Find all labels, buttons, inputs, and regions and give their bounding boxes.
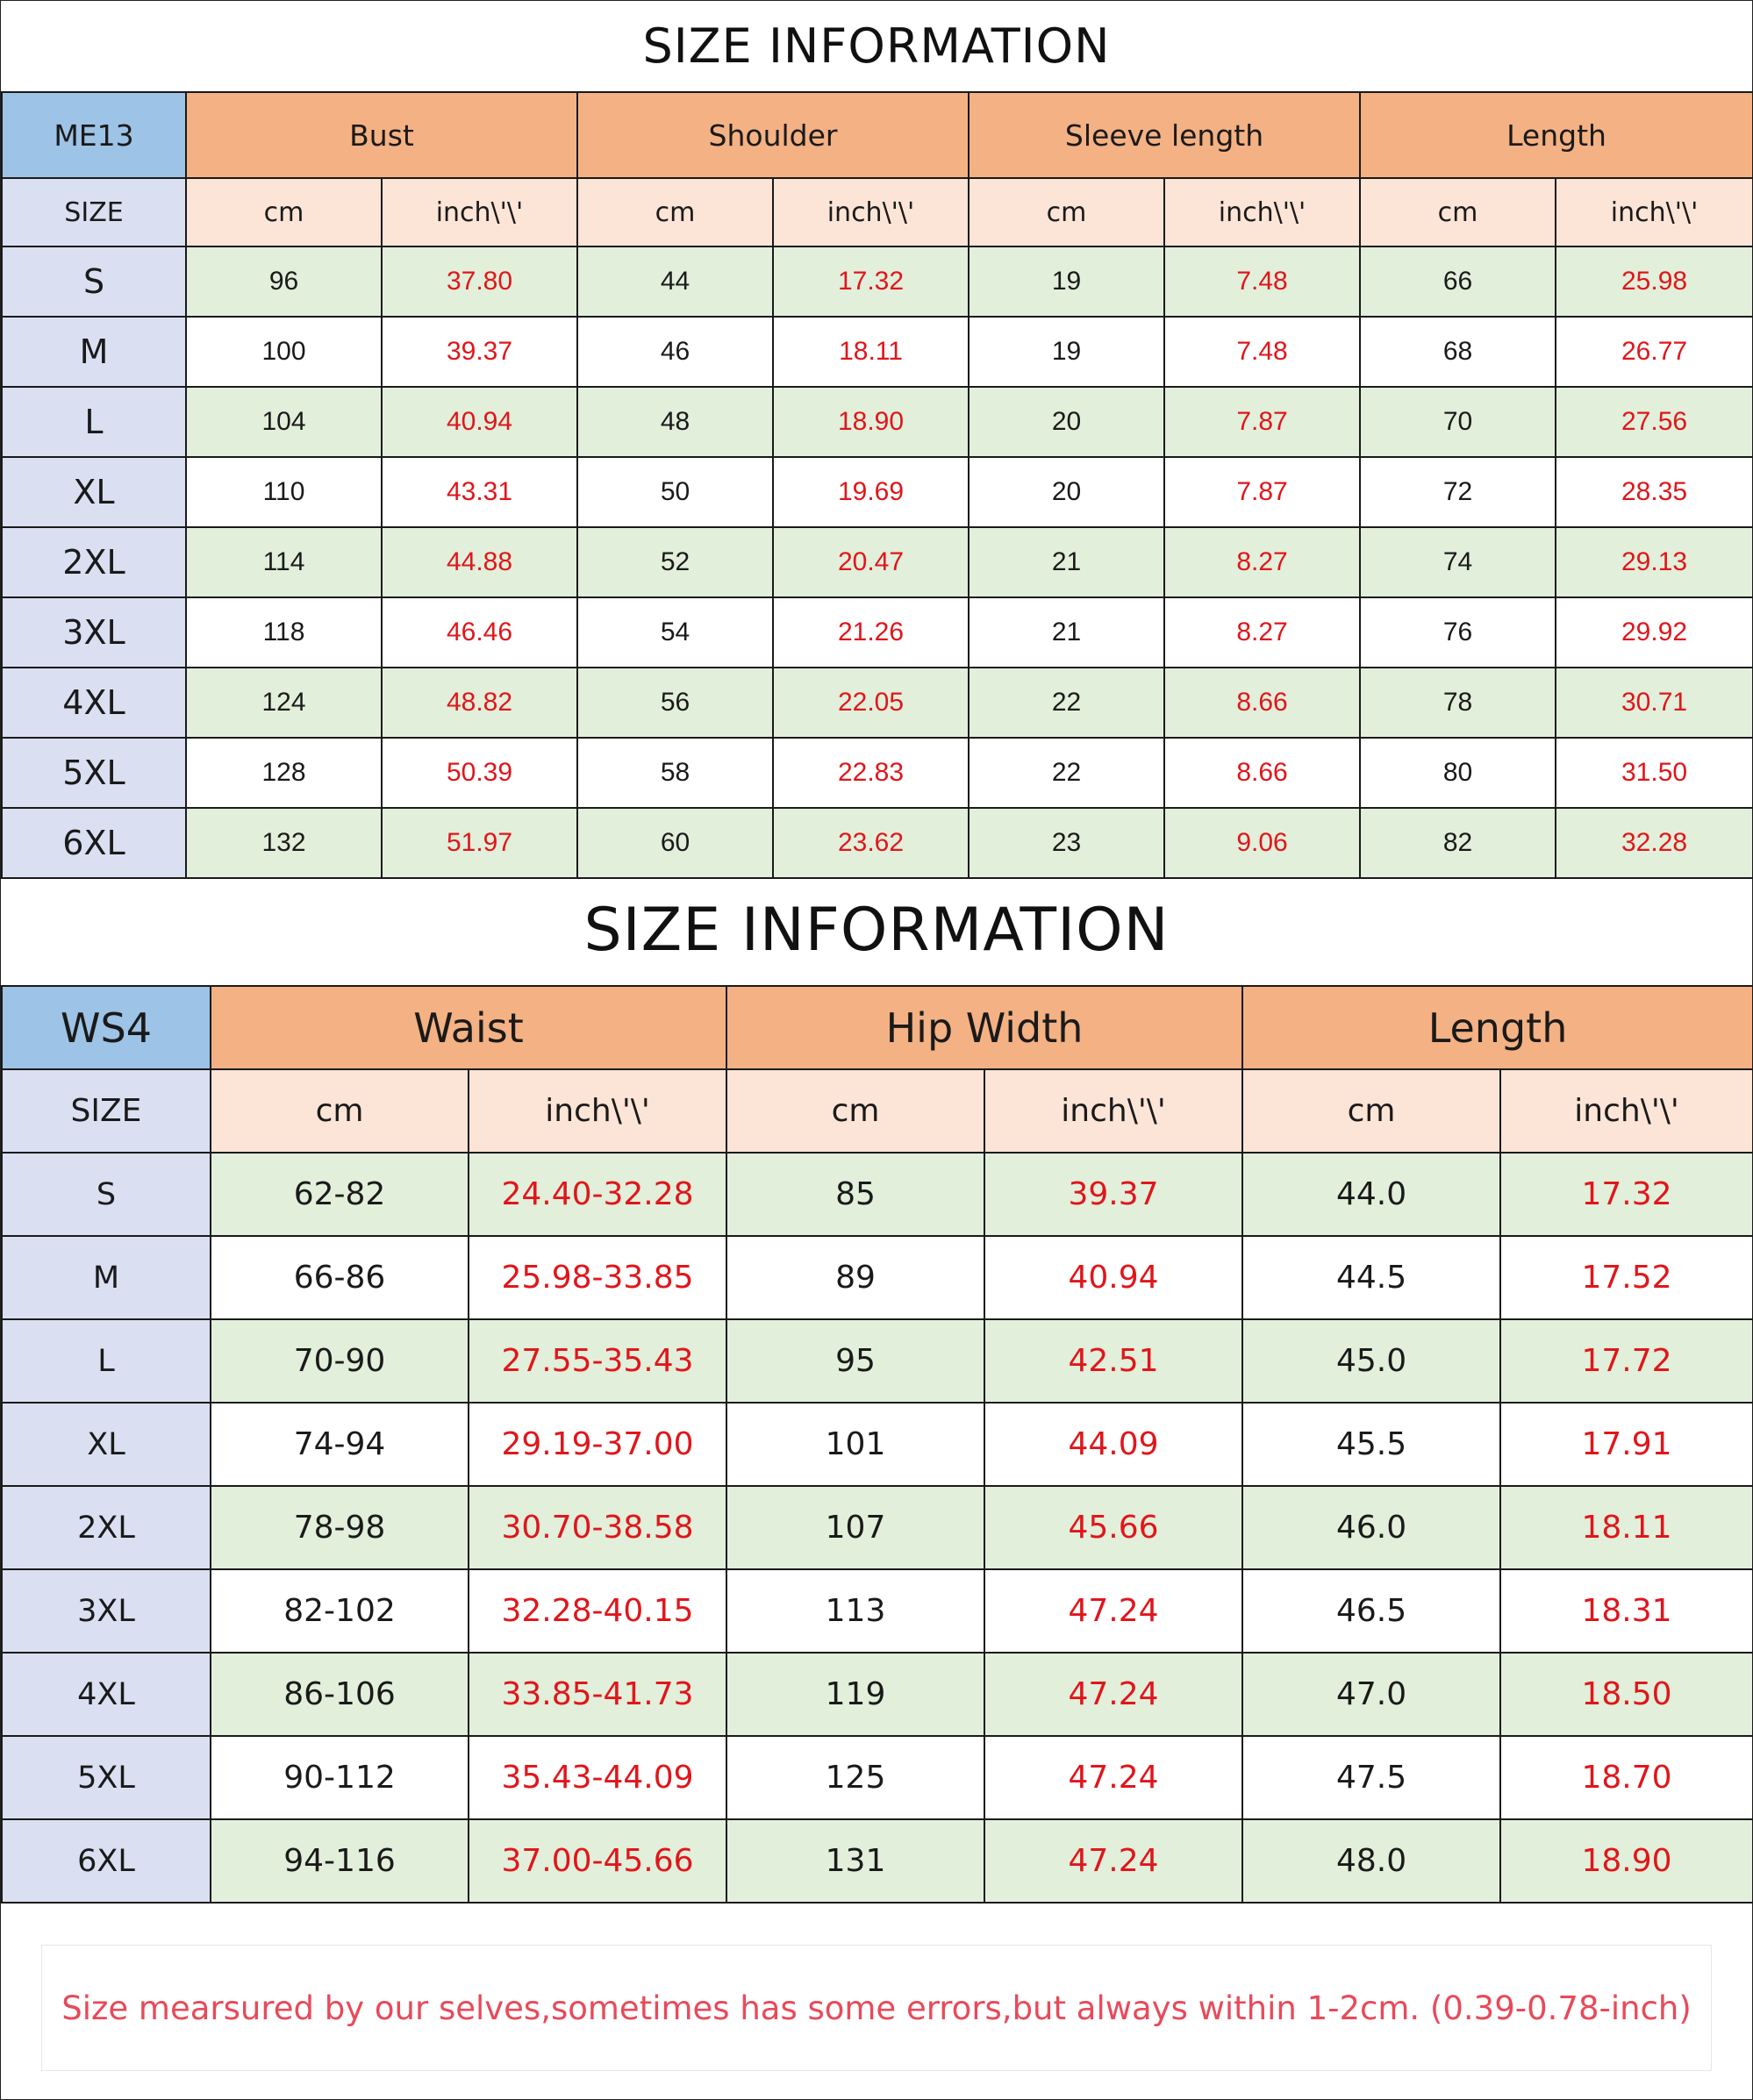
table-row: [2, 1236, 1753, 1319]
length-cm-cell: 46.0: [1242, 1486, 1500, 1569]
length-in-cell: 28.35: [1556, 457, 1753, 527]
size-label: L: [2, 387, 186, 457]
unit-cm-header: cm: [969, 178, 1164, 246]
sleeve-cm-cell: 19: [969, 246, 1164, 317]
length-cm-cell: 66: [1360, 246, 1556, 317]
style-code: WS4: [2, 986, 211, 1069]
length-in-cell: 25.98: [1556, 246, 1753, 317]
sleeve-in-cell: 8.66: [1164, 738, 1360, 808]
unit-inch-header: inch\'\': [1556, 178, 1753, 246]
waist-in-cell: 32.28-40.15: [469, 1569, 726, 1653]
length-cm-cell: 76: [1360, 597, 1556, 668]
length-in-cell: 30.71: [1556, 668, 1753, 738]
length-cm-cell: 44.0: [1242, 1153, 1500, 1236]
size-label: 5XL: [2, 738, 186, 808]
size-label: XL: [2, 457, 186, 527]
sleeve-in-cell: 8.27: [1164, 597, 1360, 668]
length-in-cell: 32.28: [1556, 808, 1753, 878]
table-row: [2, 317, 1753, 387]
length-cm-cell: 68: [1360, 317, 1556, 387]
waist-cm-cell: 70-90: [211, 1319, 469, 1403]
length-in-cell: 17.52: [1500, 1236, 1753, 1319]
length-cm-cell: 48.0: [1242, 1819, 1500, 1903]
shoulder-cm-cell: 56: [577, 668, 773, 738]
length-in-cell: 18.70: [1500, 1736, 1753, 1819]
bust-cm-cell: 132: [186, 808, 382, 878]
top-table-title: SIZE INFORMATION: [642, 18, 1111, 74]
sleeve-length-header: Sleeve length: [969, 92, 1360, 178]
size-label: S: [2, 1153, 211, 1236]
sleeve-cm-cell: 21: [969, 527, 1164, 597]
length-cm-cell: 82: [1360, 808, 1556, 878]
length-in-cell: 31.50: [1556, 738, 1753, 808]
table-row: [2, 527, 1753, 597]
length-header: Length: [1242, 986, 1753, 1069]
bust-cm-cell: 128: [186, 738, 382, 808]
size-label: M: [2, 1236, 211, 1319]
shoulder-cm-cell: 44: [577, 246, 773, 317]
length-in-cell: 18.90: [1500, 1819, 1753, 1903]
length-cm-cell: 44.5: [1242, 1236, 1500, 1319]
length-cm-cell: 47.5: [1242, 1736, 1500, 1819]
length-cm-cell: 72: [1360, 457, 1556, 527]
table-row: [2, 1486, 1753, 1569]
table-row: [2, 457, 1753, 527]
waist-cm-cell: 78-98: [211, 1486, 469, 1569]
table-row: [2, 1153, 1753, 1236]
table-row: [2, 738, 1753, 808]
length-in-cell: 27.56: [1556, 387, 1753, 457]
bust-in-cell: 46.46: [382, 597, 577, 668]
table-row: [2, 668, 1753, 738]
bottom-table-title: SIZE INFORMATION: [583, 896, 1170, 965]
size-label: 4XL: [2, 1653, 211, 1736]
size-label: 4XL: [2, 668, 186, 738]
hip-in-cell: 40.94: [984, 1236, 1242, 1319]
size-label: 6XL: [2, 1819, 211, 1903]
sleeve-cm-cell: 20: [969, 387, 1164, 457]
hip-in-cell: 47.24: [984, 1819, 1242, 1903]
measurement-note-box: [41, 1945, 1712, 2071]
size-column-header: SIZE: [2, 178, 186, 246]
bust-cm-cell: 110: [186, 457, 382, 527]
length-cm-cell: 46.5: [1242, 1569, 1500, 1653]
unit-inch-header: inch\'\': [1164, 178, 1360, 246]
shoulder-in-cell: 23.62: [773, 808, 969, 878]
hip-in-cell: 45.66: [984, 1486, 1242, 1569]
size-label: 3XL: [2, 597, 186, 668]
waist-in-cell: 24.40-32.28: [469, 1153, 726, 1236]
top-size-table: [1, 91, 1753, 879]
length-in-cell: 29.92: [1556, 597, 1753, 668]
hip-in-cell: 47.24: [984, 1569, 1242, 1653]
bust-cm-cell: 114: [186, 527, 382, 597]
bust-cm-cell: 96: [186, 246, 382, 317]
length-in-cell: 17.32: [1500, 1153, 1753, 1236]
length-cm-cell: 45.0: [1242, 1319, 1500, 1403]
sleeve-in-cell: 7.87: [1164, 457, 1360, 527]
shoulder-in-cell: 21.26: [773, 597, 969, 668]
unit-cm-header: cm: [186, 178, 382, 246]
bust-in-cell: 37.80: [382, 246, 577, 317]
size-label: 2XL: [2, 527, 186, 597]
size-label: XL: [2, 1403, 211, 1486]
length-in-cell: 18.11: [1500, 1486, 1753, 1569]
waist-cm-cell: 82-102: [211, 1569, 469, 1653]
unit-inch-header: inch\'\': [469, 1069, 726, 1153]
waist-cm-cell: 86-106: [211, 1653, 469, 1736]
size-label: S: [2, 246, 186, 317]
length-in-cell: 29.13: [1556, 527, 1753, 597]
sleeve-cm-cell: 19: [969, 317, 1164, 387]
unit-inch-header: inch\'\': [382, 178, 577, 246]
length-in-cell: 17.91: [1500, 1403, 1753, 1486]
length-cm-cell: 47.0: [1242, 1653, 1500, 1736]
shoulder-in-cell: 19.69: [773, 457, 969, 527]
length-cm-cell: 70: [1360, 387, 1556, 457]
waist-cm-cell: 74-94: [211, 1403, 469, 1486]
unit-inch-header: inch\'\': [773, 178, 969, 246]
hip-cm-cell: 101: [726, 1403, 984, 1486]
shoulder-cm-cell: 52: [577, 527, 773, 597]
table-row: [2, 597, 1753, 668]
sleeve-in-cell: 9.06: [1164, 808, 1360, 878]
waist-header: Waist: [211, 986, 726, 1069]
sleeve-cm-cell: 21: [969, 597, 1164, 668]
style-code: ME13: [2, 92, 186, 178]
hip-in-cell: 42.51: [984, 1319, 1242, 1403]
waist-cm-cell: 90-112: [211, 1736, 469, 1819]
waist-in-cell: 27.55-35.43: [469, 1319, 726, 1403]
unit-cm-header: cm: [1360, 178, 1556, 246]
table-row: [2, 1653, 1753, 1736]
hip-in-cell: 39.37: [984, 1153, 1242, 1236]
table-row: [2, 246, 1753, 317]
table-row: [2, 1736, 1753, 1819]
shoulder-cm-cell: 58: [577, 738, 773, 808]
waist-cm-cell: 94-116: [211, 1819, 469, 1903]
bust-cm-cell: 124: [186, 668, 382, 738]
hip-cm-cell: 85: [726, 1153, 984, 1236]
sleeve-cm-cell: 23: [969, 808, 1164, 878]
table-row: [2, 1819, 1753, 1903]
sleeve-cm-cell: 20: [969, 457, 1164, 527]
length-header: Length: [1360, 92, 1753, 178]
table-row: [2, 808, 1753, 878]
size-label: L: [2, 1319, 211, 1403]
sleeve-in-cell: 8.27: [1164, 527, 1360, 597]
shoulder-in-cell: 18.90: [773, 387, 969, 457]
hip-cm-cell: 89: [726, 1236, 984, 1319]
hip-cm-cell: 95: [726, 1319, 984, 1403]
length-in-cell: 17.72: [1500, 1319, 1753, 1403]
sleeve-cm-cell: 22: [969, 738, 1164, 808]
length-cm-cell: 45.5: [1242, 1403, 1500, 1486]
shoulder-in-cell: 18.11: [773, 317, 969, 387]
bust-cm-cell: 118: [186, 597, 382, 668]
table-row: [2, 1319, 1753, 1403]
bust-in-cell: 50.39: [382, 738, 577, 808]
waist-in-cell: 25.98-33.85: [469, 1236, 726, 1319]
waist-in-cell: 33.85-41.73: [469, 1653, 726, 1736]
waist-cm-cell: 62-82: [211, 1153, 469, 1236]
bust-in-cell: 44.88: [382, 527, 577, 597]
measurement-note: Size mearsured by our selves,sometimes has some errors,but always within 1-2cm. (0.39-0.78-inch): [61, 1989, 1692, 2027]
bust-in-cell: 40.94: [382, 387, 577, 457]
unit-inch-header: inch\'\': [984, 1069, 1242, 1153]
length-cm-cell: 78: [1360, 668, 1556, 738]
shoulder-header: Shoulder: [577, 92, 969, 178]
shoulder-cm-cell: 54: [577, 597, 773, 668]
size-label: 2XL: [2, 1486, 211, 1569]
size-label: 5XL: [2, 1736, 211, 1819]
size-label: 6XL: [2, 808, 186, 878]
table-row: [2, 1569, 1753, 1653]
bust-cm-cell: 104: [186, 387, 382, 457]
waist-in-cell: 29.19-37.00: [469, 1403, 726, 1486]
hip-in-cell: 44.09: [984, 1403, 1242, 1486]
length-cm-cell: 80: [1360, 738, 1556, 808]
shoulder-in-cell: 17.32: [773, 246, 969, 317]
size-label: 3XL: [2, 1569, 211, 1653]
unit-inch-header: inch\'\': [1500, 1069, 1753, 1153]
waist-in-cell: 30.70-38.58: [469, 1486, 726, 1569]
length-in-cell: 26.77: [1556, 317, 1753, 387]
sleeve-cm-cell: 22: [969, 668, 1164, 738]
hip-cm-cell: 125: [726, 1736, 984, 1819]
unit-cm-header: cm: [1242, 1069, 1500, 1153]
unit-cm-header: cm: [726, 1069, 984, 1153]
unit-cm-header: cm: [577, 178, 773, 246]
bust-in-cell: 43.31: [382, 457, 577, 527]
unit-cm-header: cm: [211, 1069, 469, 1153]
hip-cm-cell: 113: [726, 1569, 984, 1653]
bust-header: Bust: [186, 92, 577, 178]
bust-in-cell: 51.97: [382, 808, 577, 878]
length-in-cell: 18.31: [1500, 1569, 1753, 1653]
shoulder-cm-cell: 60: [577, 808, 773, 878]
waist-in-cell: 37.00-45.66: [469, 1819, 726, 1903]
hip-cm-cell: 131: [726, 1819, 984, 1903]
bust-in-cell: 39.37: [382, 317, 577, 387]
hip-cm-cell: 119: [726, 1653, 984, 1736]
shoulder-in-cell: 22.05: [773, 668, 969, 738]
table-row: [2, 387, 1753, 457]
shoulder-cm-cell: 46: [577, 317, 773, 387]
size-label: M: [2, 317, 186, 387]
size-column-header: SIZE: [2, 1069, 211, 1153]
hip-in-cell: 47.24: [984, 1736, 1242, 1819]
sleeve-in-cell: 8.66: [1164, 668, 1360, 738]
bust-in-cell: 48.82: [382, 668, 577, 738]
sleeve-in-cell: 7.87: [1164, 387, 1360, 457]
length-in-cell: 18.50: [1500, 1653, 1753, 1736]
shoulder-in-cell: 22.83: [773, 738, 969, 808]
shoulder-cm-cell: 48: [577, 387, 773, 457]
sleeve-in-cell: 7.48: [1164, 246, 1360, 317]
hip-cm-cell: 107: [726, 1486, 984, 1569]
table-row: [2, 1403, 1753, 1486]
hip-width-header: Hip Width: [726, 986, 1242, 1069]
waist-in-cell: 35.43-44.09: [469, 1736, 726, 1819]
bust-cm-cell: 100: [186, 317, 382, 387]
shoulder-in-cell: 20.47: [773, 527, 969, 597]
bottom-size-table: [1, 985, 1753, 1904]
waist-cm-cell: 66-86: [211, 1236, 469, 1319]
sleeve-in-cell: 7.48: [1164, 317, 1360, 387]
shoulder-cm-cell: 50: [577, 457, 773, 527]
length-cm-cell: 74: [1360, 527, 1556, 597]
hip-in-cell: 47.24: [984, 1653, 1242, 1736]
